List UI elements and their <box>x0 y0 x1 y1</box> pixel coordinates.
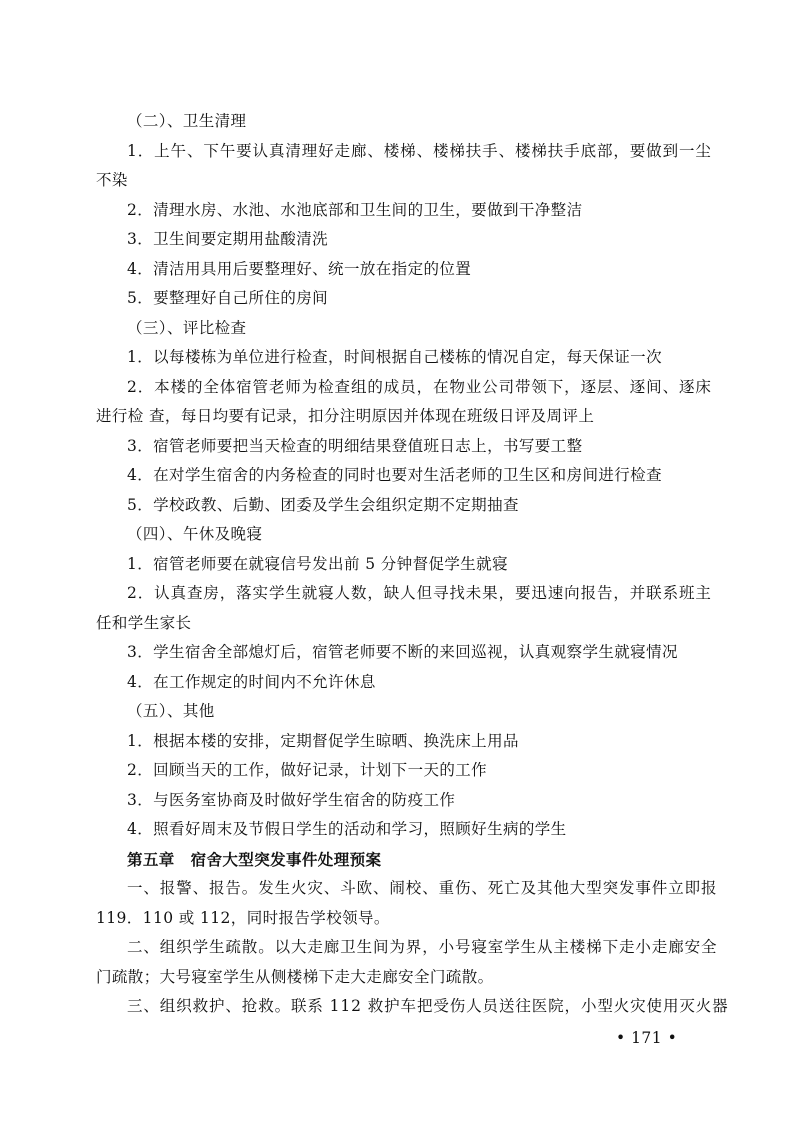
text-line: （四）、午休及晚寝 <box>127 525 263 543</box>
text-line: 119．110 或 112，同时报告学校领导。 <box>96 908 390 927</box>
text-line: 5．学校政教、后勤、团委及学生会组织定期不定期抽查 <box>127 495 519 514</box>
text-line: （五）、其他 <box>127 702 215 720</box>
document-body <box>96 107 729 1022</box>
text-line: 进行检 查，每日均要有记录，扣分注明原因并体现在班级日评及周评上 <box>96 407 595 425</box>
text-line: 1．宿管老师要在就寝信号发出前 5 分钟督促学生就寝 <box>127 554 508 573</box>
text-line: 三、组织救护、抢救。联系 112 救护车把受伤人员送往医院，小型火灾使用灭火器 <box>127 997 729 1015</box>
text-line: 1．上午、下午要认真清理好走廊、楼梯、楼梯扶手、楼梯扶手底部，要做到一尘 <box>127 141 712 160</box>
text-line: 2．认真查房，落实学生就寝人数，缺人但寻找未果，要迅速向报告，并联系班主 <box>127 584 712 602</box>
text-line: 不染 <box>96 171 128 189</box>
text-line: 3．卫生间要定期用盐酸清洗 <box>127 230 329 248</box>
text-line: （三）、评比检查 <box>127 318 247 337</box>
text-line: 4．在工作规定的时间内不允许休息 <box>127 672 376 691</box>
text-line: 3．学生宿舍全部熄灯后，宿管老师要不断的来回巡视，认真观察学生就寝情况 <box>127 643 678 661</box>
text-line: 3．与医务室协商及时做好学生宿舍的防疫工作 <box>127 790 456 809</box>
text-line: 1．根据本楼的安排，定期督促学生晾晒、换洗床上用品 <box>127 731 519 750</box>
text-line: 4．在对学生宿舍的内务检查的同时也要对生活老师的卫生区和房间进行检查 <box>127 466 662 484</box>
text-line: 1．以每楼栋为单位进行检查，时间根据自己楼栋的情况自定，每天保证一次 <box>127 348 662 366</box>
chapter-heading: 第五章 宿舍大型突发事件处理预案 <box>127 849 382 869</box>
text-line: 任和学生家长 <box>96 613 192 632</box>
text-line: 一、报警、报告。发生火灾、斗欧、闹校、重伤、死亡及其他大型突发事件立即报 <box>127 879 718 897</box>
page-number: • 171 • <box>616 1029 678 1047</box>
text-line: 2．清理水房、水池、水池底部和卫生间的卫生，要做到干净整洁 <box>127 200 583 219</box>
text-line: 3．宿管老师要把当天检查的明细结果登值班日志上，书写要工整 <box>127 436 583 455</box>
text-line: 4．照看好周末及节假日学生的活动和学习，照顾好生病的学生 <box>127 820 567 838</box>
text-line: 二、组织学生疏散。以大走廊卫生间为界，小号寝室学生从主楼梯下走小走廊安全 <box>127 938 718 956</box>
text-line: （二）、卫生清理 <box>127 112 247 130</box>
text-line: 门疏散；大号寝室学生从侧楼梯下走大走廊安全门疏散。 <box>96 967 494 986</box>
text-line: 2．回顾当天的工作，做好记录，计划下一天的工作 <box>127 761 488 779</box>
text-line: 4．清洁用具用后要整理好、统一放在指定的位置 <box>127 259 472 278</box>
text-line: 2．本楼的全体宿管老师为检查组的成员，在物业公司带领下，逐层、逐间、逐床 <box>127 377 712 396</box>
text-line: 5．要整理好自己所住的房间 <box>127 289 329 307</box>
